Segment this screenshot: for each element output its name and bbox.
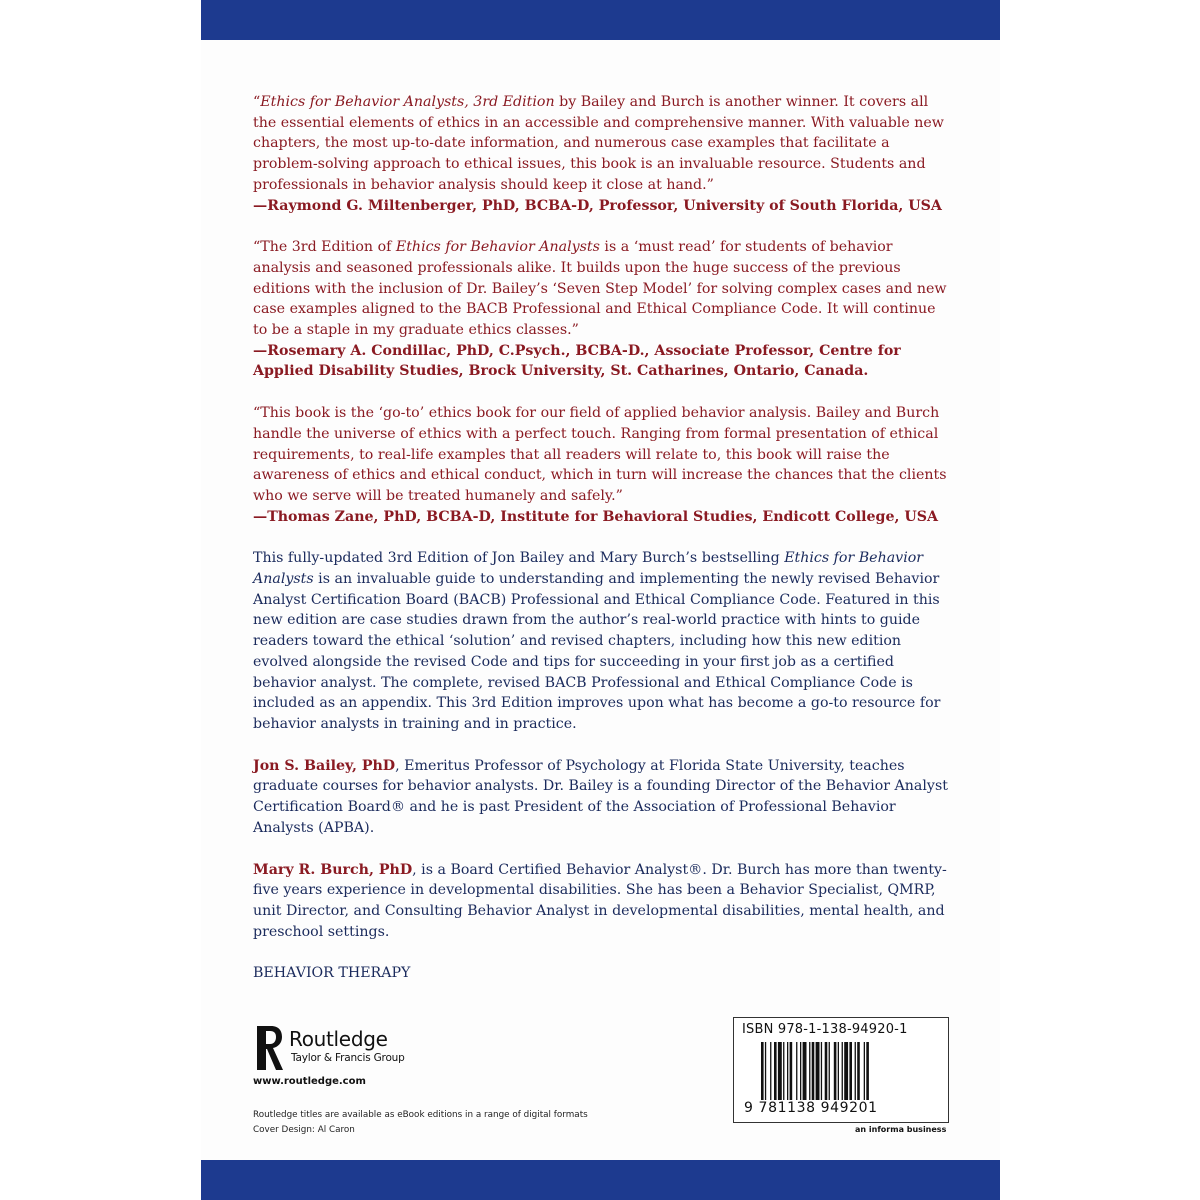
endorsement-1 bbox=[253, 92, 953, 216]
subject-category: BEHAVIOR THERAPY bbox=[253, 965, 411, 982]
publisher-name: Routledge bbox=[289, 1027, 388, 1051]
author-name-burch: Mary R. Burch, PhD bbox=[253, 861, 413, 878]
isbn-label: ISBN 978-1-138-94920-1 bbox=[742, 1022, 908, 1037]
endorsement-3 bbox=[253, 403, 953, 527]
author-bio-burch: Mary R. Burch, PhD, is a Board Certified Behavior Analyst®. Dr. Burch has more than twenty-five years experience in developmental disabilities. She has been a Behavior Specialist, QMRP, unit Director, and Consulting Behavior Analyst in developmental disabilities, mental health, and preschool settings. bbox=[253, 861, 947, 940]
book-description: This fully-updated 3rd Edition of Jon Bailey and Mary Burch’s bestselling Ethics for Behavior Analysts is an invaluable guide to understanding and implementing the newly revised Behavior Analyst Certification Board (BACB) Professional and Ethical Compliance Code. Featured in this new edition are case studies drawn from the author’s real-world practice with hints to guide readers toward the ethical ‘solution’ and revised chapters, including how this new edition evolved alongside the revised Code and tips for succeeding in your first job as a certified behavior analyst. The complete, revised BACB Professional and Ethical Compliance Code is included as an appendix. This 3rd Edition improves upon what has become a go-to resource for behavior analysts in training and in practice. bbox=[253, 550, 941, 732]
informa-tagline: an informa business bbox=[855, 1125, 947, 1134]
endorsement-1-attribution: —Raymond G. Miltenberger, PhD, BCBA-D, Professor, University of South Florida, USA bbox=[253, 197, 942, 214]
publisher-url: www.routledge.com bbox=[253, 1076, 366, 1087]
endorsement-1-text: “Ethics for Behavior Analysts, 3rd Edition by Bailey and Burch is another winner. It covers all the essential elements of ethics in an accessible and comprehensive manner. With valuable new chapters, the most up-to-date information, and numerous case examples that facilitate a problem-solving approach to ethical issues, this book is an invaluable resource. Students and professionals in behavior analysis should keep it close at hand.” bbox=[253, 94, 944, 193]
barcode-bars bbox=[761, 1042, 923, 1100]
author-bio-bailey: Jon S. Bailey, PhD, Emeritus Professor of Psychology at Florida State University, teaches graduate courses for behavior analysts. Dr. Bailey is a founding Director of the Behavior Analyst Certification Board® and he is past President of the Association of Professional Behavior Analysts (APBA). bbox=[253, 757, 948, 836]
cover-footnotes bbox=[253, 1108, 713, 1138]
endorsement-2 bbox=[253, 237, 953, 382]
publisher-group: Taylor & Francis Group bbox=[291, 1052, 405, 1064]
ebook-note: Routledge titles are available as eBook editions in a range of digital formats bbox=[253, 1110, 588, 1120]
endorsement-2-text: “The 3rd Edition of Ethics for Behavior Analysts is a ‘must read’ for students of behavior analysis and seasoned professionals alike. It builds upon the huge success of the previous editions with the inclusion of Dr. Bailey’s ‘Seven Step Model’ for solving complex cases and new case examples aligned to the BACB Professional and Ethical Compliance Code. It will continue to be a staple in my graduate ethics classes.” bbox=[253, 239, 947, 339]
top-color-band bbox=[201, 0, 1000, 40]
bottom-color-band bbox=[201, 1160, 1000, 1200]
endorsement-3-text: “This book is the ‘go-to’ ethics book for our field of applied behavior analysis. Bailey and Burch handle the universe of ethics with a perfect touch. Ranging from formal presentation of ethical requirements, to real-life examples that all readers will relate to, this book will raise the awareness of ethics and ethical conduct, which in turn will increase the chances that the clients who we serve will be treated humanely and safely.” bbox=[253, 405, 947, 504]
cover-design-credit: Cover Design: Al Caron bbox=[253, 1125, 355, 1135]
endorsement-2-attribution: —Rosemary A. Condillac, PhD, C.Psych., BCBA-D., Associate Professor, Centre for Applied Disability Studies, Brock University, St. Catharines, Ontario, Canada. bbox=[253, 342, 901, 380]
isbn-barcode bbox=[733, 1017, 949, 1123]
back-cover bbox=[201, 0, 1000, 1200]
routledge-r-icon bbox=[257, 1026, 283, 1070]
barcode-digits: 9 781138 949201 bbox=[744, 1100, 878, 1116]
cover-text bbox=[253, 92, 953, 984]
author-name-bailey: Jon S. Bailey, PhD bbox=[253, 757, 396, 774]
endorsement-3-attribution: —Thomas Zane, PhD, BCBA-D, Institute for Behavioral Studies, Endicott College, USA bbox=[253, 508, 938, 525]
